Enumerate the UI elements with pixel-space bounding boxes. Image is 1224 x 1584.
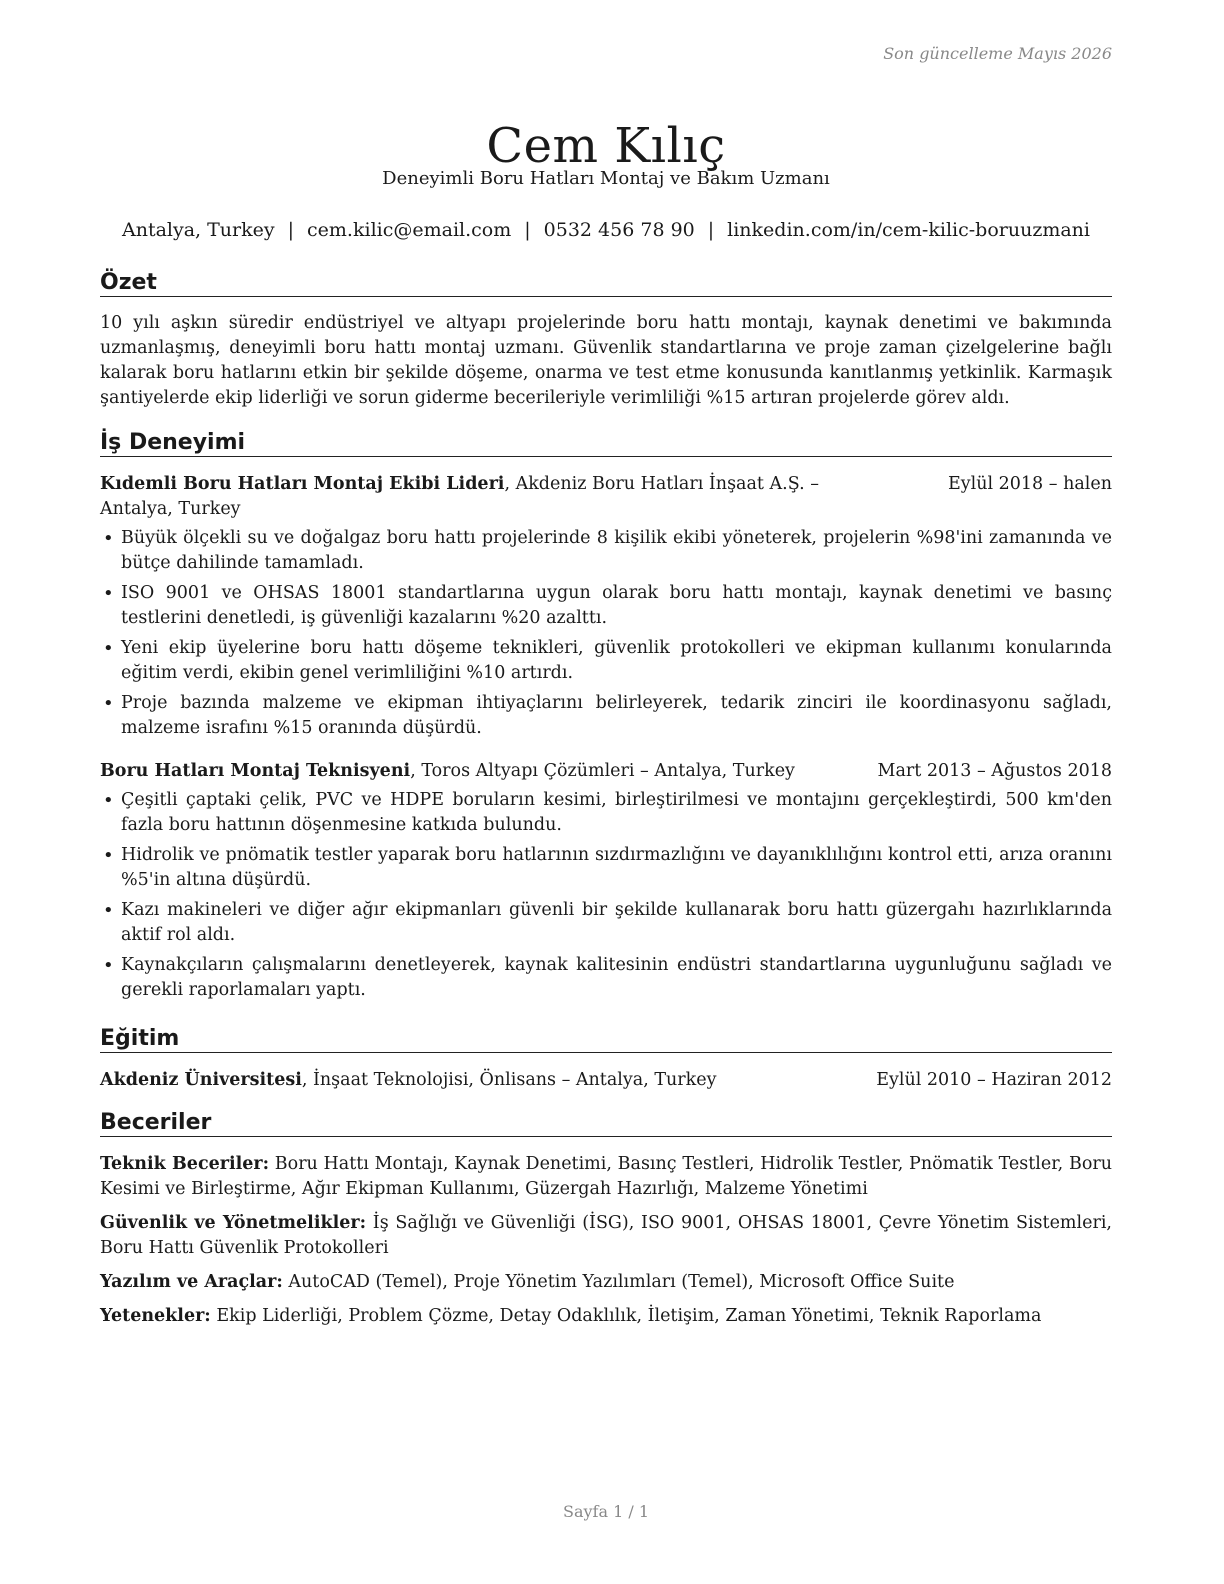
skill-text: Boru Hattı Montajı, Kaynak Denetimi, Basınç Testleri, Hidrolik Testler, Pnömatik Testler, Boru Kesimi ve Birleştirme, Ağır Ekipman Kullanımı, Güzergah Hazırlığı, Malzeme Yönetimi [100, 1154, 1112, 1199]
skill-row [100, 1304, 1112, 1329]
list-item: • Proje bazında malzeme ve ekipman ihtiyaçlarını belirleyerek, tedarik zinciri ile koordinasyonu sağladı, malzeme israfını %15 oranında düşürdü. [100, 691, 1112, 741]
resume-page [100, 0, 1112, 1584]
skill-label: Yazılım ve Araçlar: [100, 1272, 283, 1292]
degree-detail: , İnşaat Teknolojisi, Önlisans – Antalya, Turkey [301, 1070, 717, 1090]
contact-phone: 0532 456 78 90 [543, 219, 695, 241]
job-entry [100, 759, 1112, 1003]
contact-separator: | [524, 219, 531, 241]
list-item: • Kaynakçıların çalışmalarını denetleyerek, kaynak kalitesinin endüstri standartlarına uygunluğunu sağladı ve gerekli raporlamaları yaptı. [100, 953, 1112, 1003]
school-name: Akdeniz Üniversitesi [100, 1070, 302, 1090]
skill-label: Teknik Beceriler: [100, 1154, 270, 1174]
job-header [100, 472, 1112, 522]
job-org: , Akdeniz Boru Hatları İnşaat A.Ş. – Antalya, Turkey [100, 474, 819, 519]
summary-text: 10 yılı aşkın süredir endüstriyel ve altyapı projelerinde boru hattı montajı, kaynak denetimi ve bakımında uzmanlaşmış, deneyimli boru hattı montaj uzmanı. Güvenlik standartlarına ve proje zaman çizelgelerine bağlı kalarak boru hatlarını etkin bir şekilde döşeme, onarma ve test etme konusunda kanıtlanmış yetkinlik. Karmaşık şantiyelerde ekip liderliği ve sorun giderme becerileriyle verimliliği %15 artıran projelerde görev aldı. [100, 313, 1112, 408]
skill-row [100, 1152, 1112, 1202]
education-section [100, 1026, 1112, 1093]
summary-title: Özet [100, 270, 1112, 297]
job-role: Boru Hatları Montaj Teknisyeni [100, 761, 411, 781]
job-header [100, 759, 1112, 784]
headline: Deneyimli Boru Hatları Montaj ve Bakım Uzmanı [382, 168, 830, 189]
skills-section [100, 1110, 1112, 1338]
job-bullets [100, 526, 1112, 741]
summary-section [100, 270, 1112, 411]
skill-text: AutoCAD (Temel), Proje Yönetim Yazılımları (Temel), Microsoft Office Suite [282, 1272, 955, 1292]
contact-separator: | [707, 219, 715, 241]
contact-line [100, 219, 1112, 241]
experience-section [100, 430, 1112, 1008]
candidate-name: Cem Kılıç [486, 118, 726, 175]
job-role: Kıdemli Boru Hatları Montaj Ekibi Lideri [100, 474, 505, 494]
job-bullets [100, 788, 1112, 1003]
education-title: Eğitim [100, 1026, 1112, 1053]
contact-email[interactable]: cem.kilic@email.com [307, 219, 512, 241]
skill-label: Yetenekler: [100, 1306, 211, 1326]
job-entry [100, 472, 1112, 741]
education-dates: Eylül 2010 – Haziran 2012 [876, 1070, 1112, 1090]
skills-title: Beceriler [100, 1110, 1112, 1137]
contact-separator: | [287, 219, 295, 241]
last-updated: Son güncelleme Mayıs 2026 [883, 44, 1112, 63]
job-dates: Eylül 2018 – halen [947, 474, 1112, 494]
list-item: • Çeşitli çaptaki çelik, PVC ve HDPE boruların kesimi, birleştirilmesi ve montajını gerçekleştirdi, 500 km'den fazla boru hattının döşenmesine katkıda bulundu. [100, 788, 1112, 838]
job-dates: Mart 2013 – Ağustos 2018 [877, 761, 1112, 781]
experience-title: İş Deneyimi [100, 430, 1112, 457]
skill-text: Ekip Liderliği, Problem Çözme, Detay Odaklılık, İletişim, Zaman Yönetimi, Teknik Raporlama [210, 1306, 1042, 1326]
list-item: • Hidrolik ve pnömatik testler yaparak boru hatlarının sızdırmazlığını ve dayanıklılığını kontrol etti, arıza oranını %5'in altına düşürdü. [100, 843, 1112, 893]
skill-label: Güvenlik ve Yönetmelikler: [100, 1213, 367, 1233]
list-item: • Kazı makineleri ve diğer ağır ekipmanları güvenli bir şekilde kullanarak boru hattı güzergahı hazırlıklarında aktif rol aldı. [100, 898, 1112, 948]
page-number: Sayfa 1 / 1 [562, 1502, 649, 1521]
education-entry [100, 1068, 1112, 1093]
skill-row [100, 1270, 1112, 1295]
contact-location: Antalya, Turkey [122, 219, 275, 241]
list-item: • ISO 9001 ve OHSAS 18001 standartlarına uygun olarak boru hattı montajı, kaynak denetimi ve basınç testlerini denetledi, iş güvenliği kazalarını %20 azalttı. [100, 581, 1112, 631]
list-item: • Büyük ölçekli su ve doğalgaz boru hattı projelerinde 8 kişilik ekibi yöneterek, projelerin %98'ini zamanında ve bütçe dahilinde tamamladı. [100, 526, 1112, 576]
skill-row [100, 1211, 1112, 1261]
skill-text: İş Sağlığı ve Güvenliği (İSG), ISO 9001, OHSAS 18001, Çevre Yönetim Sistemleri, Boru Hattı Güvenlik Protokolleri [100, 1213, 1112, 1258]
contact-linkedin[interactable]: linkedin.com/in/cem-kilic-boruuzmani [727, 219, 1090, 241]
job-org: , Toros Altyapı Çözümleri – Antalya, Turkey [410, 761, 795, 781]
list-item: • Yeni ekip üyelerine boru hattı döşeme teknikleri, güvenlik protokolleri ve ekipman kullanımı konularında eğitim verdi, ekibin genel verimliliğini %10 artırdı. [100, 636, 1112, 686]
